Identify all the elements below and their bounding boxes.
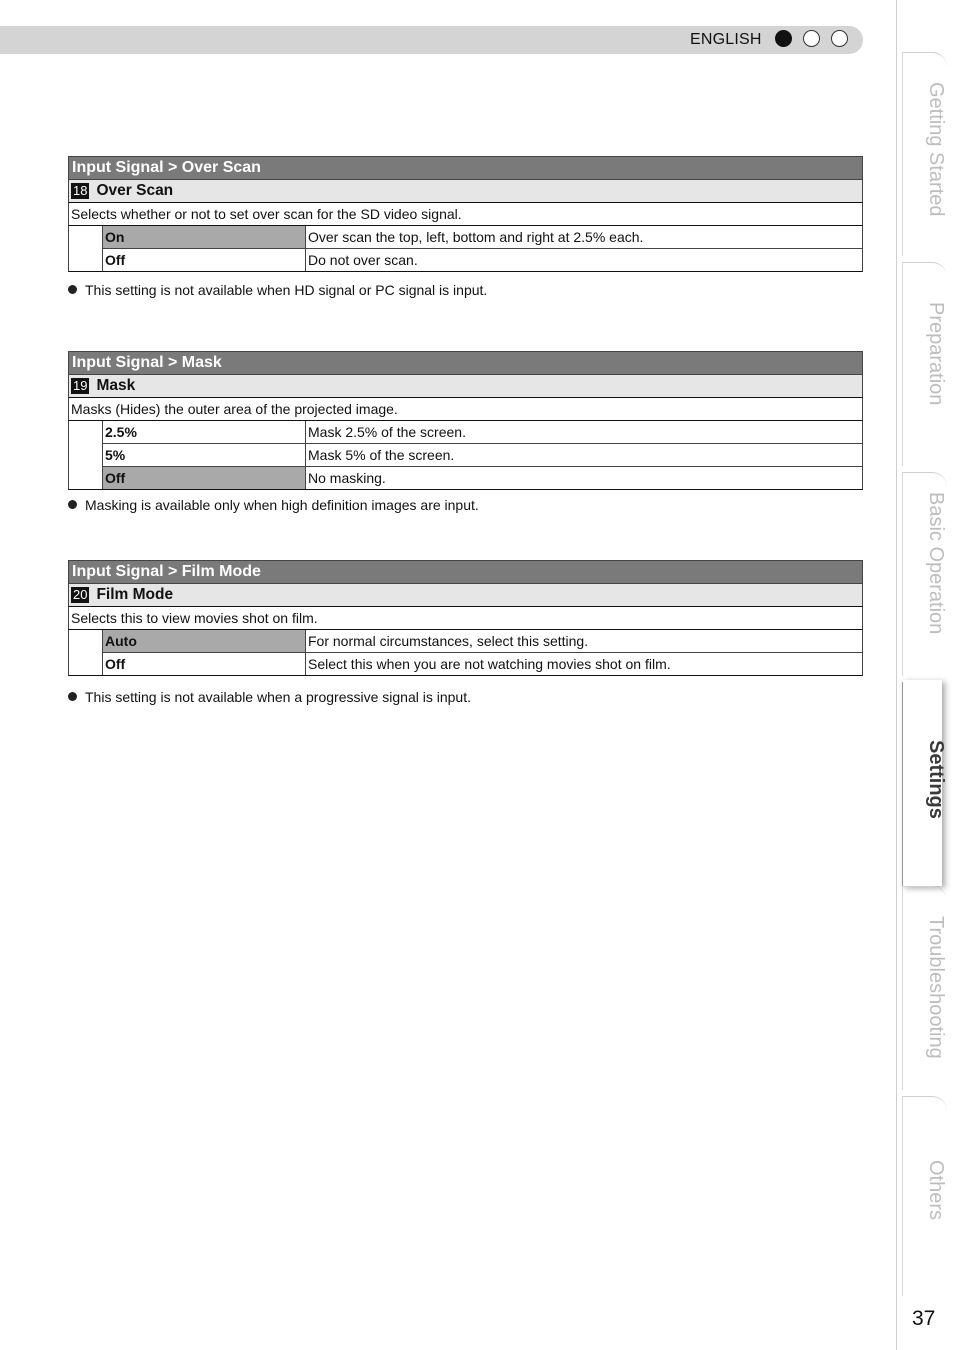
bullet-icon [68,285,77,294]
mask-table [68,351,863,490]
option-rows [103,630,862,675]
note [68,689,471,705]
tab-label: Settings [925,740,947,819]
option-description: For normal circumstances, select this setting. [308,633,589,649]
tab-label: Others [925,1160,947,1221]
page-number: 37 [912,1307,936,1330]
note [68,282,487,298]
setting-description: Selects this to view movies shot on film. [68,607,863,630]
option-description: Select this when you are not watching movies shot on film. [308,656,671,672]
option-description: No masking. [308,470,386,486]
options-table [68,226,863,272]
tab-settings[interactable] [902,682,947,886]
option-description: Do not over scan. [308,252,418,268]
option-label: Off [103,249,306,271]
tab-getting-started[interactable] [902,52,947,256]
language-label: ENGLISH [690,31,762,48]
setting-number: 19 [73,378,88,393]
option-row [103,421,862,443]
option-label: Off [103,467,306,489]
section-title: Input Signal > Over Scan [68,156,863,179]
option-description: Over scan the top, left, bottom and right at 2.5% each. [308,229,644,245]
setting-name: Over Scan [96,182,174,199]
setting-number: 20 [73,587,88,602]
setting-header [68,179,863,203]
option-row [103,443,862,466]
indicator-dot-empty [831,30,848,47]
indent-cell [69,226,103,271]
option-label: Auto [103,630,306,652]
option-row [103,466,862,489]
option-row [103,248,862,271]
tab-edge [903,1096,947,1111]
option-row [103,226,862,248]
note [68,497,479,513]
note-text: Masking is available only when high definition images are input. [85,497,479,513]
options-table [68,421,863,490]
options-table [68,630,863,676]
section-title: Input Signal > Film Mode [68,560,863,583]
tab-troubleshooting[interactable] [902,886,947,1090]
tab-edge [903,886,947,901]
option-label: Off [103,653,306,675]
tab-edge [903,472,947,487]
setting-number: 18 [73,183,88,198]
option-description: Mask 2.5% of the screen. [308,424,466,440]
tab-preparation[interactable] [902,262,947,466]
bullet-icon [68,692,77,701]
tab-label: Preparation [925,302,947,406]
indent-cell [69,630,103,675]
option-description: Mask 5% of the screen. [308,447,455,463]
indicator-dot-empty [803,30,820,47]
film-mode-table [68,560,863,676]
section-title: Input Signal > Mask [68,351,863,374]
tab-basic-operation[interactable] [902,472,947,676]
bullet-icon [68,500,77,509]
setting-description: Selects whether or not to set over scan for the SD video signal. [68,203,863,226]
option-row [103,652,862,675]
option-label: 2.5% [103,421,306,443]
tab-label: Troubleshooting [925,916,947,1059]
setting-name: Mask [96,377,136,394]
tab-label: Basic Operation [925,492,947,635]
setting-name: Film Mode [96,586,174,603]
indent-cell [69,421,103,489]
tab-edge [903,262,947,277]
setting-header [68,583,863,607]
option-rows [103,421,862,489]
setting-header [68,374,863,398]
note-text: This setting is not available when HD signal or PC signal is input. [85,282,488,298]
option-label: On [103,226,306,248]
option-rows [103,226,862,271]
note-text: This setting is not available when a progressive signal is input. [85,689,471,705]
option-row [103,630,862,652]
tab-others[interactable] [902,1096,947,1296]
tab-edge [903,52,947,67]
setting-description: Masks (Hides) the outer area of the projected image. [68,398,863,421]
indicator-dot-filled [775,30,792,47]
option-label: 5% [103,444,306,466]
tab-label: Getting Started [925,82,947,217]
over-scan-table [68,156,863,272]
